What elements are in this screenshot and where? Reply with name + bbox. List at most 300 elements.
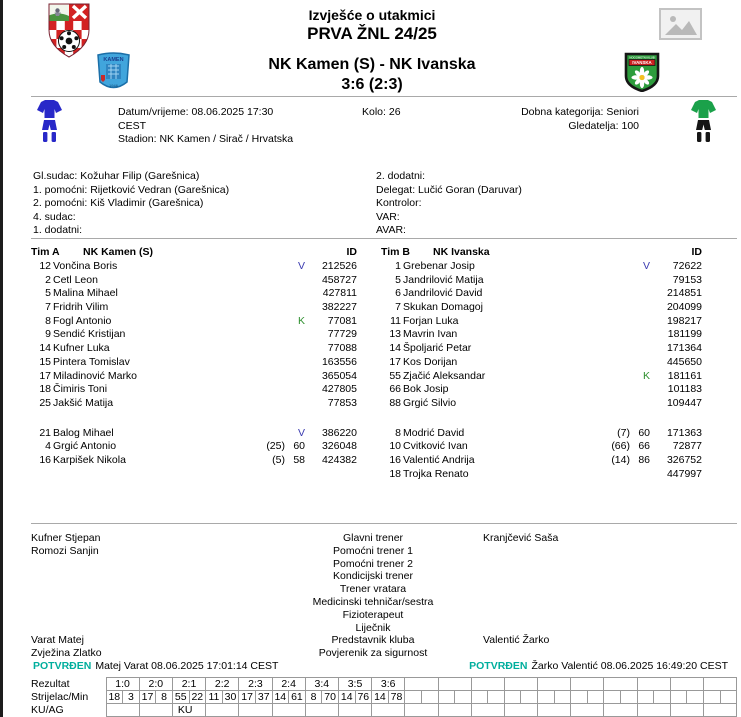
running-score: 3:6 xyxy=(372,678,405,691)
category-attendance-block xyxy=(433,106,639,133)
player-id: 204099 xyxy=(666,301,702,314)
player-name: Grgić Antonio xyxy=(53,440,117,453)
sub-minute xyxy=(630,315,654,329)
sub-minute xyxy=(285,274,309,288)
confirmations-row xyxy=(3,660,741,674)
age-category: Dobna kategorija: Seniori xyxy=(521,106,639,118)
player-id: 445650 xyxy=(666,355,702,368)
scorer-number xyxy=(670,691,687,704)
official-line: 2. pomoćni: Kiš Vladimir (Garešnica) xyxy=(33,197,204,209)
team-a-kit-icon xyxy=(36,99,63,146)
penalty-owngoal-flag xyxy=(438,704,471,717)
player-id: 77853 xyxy=(327,396,357,409)
scorer-number: 8 xyxy=(305,691,322,704)
goal-minute xyxy=(455,691,472,704)
running-score: 2:0 xyxy=(139,678,172,691)
goal-minute xyxy=(421,691,438,704)
player-row xyxy=(31,397,361,411)
officials-right-column xyxy=(376,170,522,238)
player-number: 14 xyxy=(39,342,51,355)
team-b-roster-header xyxy=(381,246,706,260)
penalty-owngoal-flag xyxy=(139,704,172,717)
player-name: Miladinović Marko xyxy=(53,369,138,382)
staff-section xyxy=(3,524,741,660)
player-number: 6 xyxy=(395,287,401,300)
player-name: Malina Mihael xyxy=(53,287,118,300)
staff-name-home xyxy=(31,583,268,596)
player-id: 326752 xyxy=(666,453,702,466)
staff-name-home xyxy=(31,570,268,583)
official-line: 4. sudac: xyxy=(33,210,76,223)
running-score xyxy=(405,678,438,691)
staff-name-away xyxy=(478,647,741,660)
sub-minute xyxy=(630,328,654,342)
team-label: Tim A xyxy=(31,246,60,258)
staff-name-home xyxy=(31,558,268,571)
player-number: 7 xyxy=(45,301,51,314)
confirmation-left-text: Matej Varat 08.06.2025 17:01:14 CEST xyxy=(95,660,279,672)
player-number: 88 xyxy=(389,396,401,409)
scorer-number xyxy=(538,691,555,704)
player-id: 427811 xyxy=(322,287,357,300)
goal-minute xyxy=(720,691,737,704)
player-name: Cetl Leon xyxy=(53,273,98,286)
staff-role: Liječnik xyxy=(355,621,391,634)
player-number: 2 xyxy=(45,273,51,286)
penalty-owngoal-flag xyxy=(504,704,537,717)
sub-minute xyxy=(285,370,309,384)
staff-role: Medicinski tehničar/sestra xyxy=(312,595,434,608)
player-id: 109447 xyxy=(666,396,702,409)
running-score xyxy=(604,678,637,691)
running-score: 2:3 xyxy=(239,678,272,691)
sub-minute xyxy=(630,383,654,397)
player-number: 4 xyxy=(45,440,51,453)
player-number: 12 xyxy=(39,260,51,272)
player-number: 16 xyxy=(39,453,51,466)
running-score xyxy=(471,678,504,691)
player-row xyxy=(381,397,706,411)
player-id: 101183 xyxy=(667,383,702,396)
sub-minute xyxy=(285,397,309,411)
penalty-owngoal-flag xyxy=(106,704,139,717)
nk-ivanska-logo xyxy=(624,52,660,95)
penalty-owngoal-flag xyxy=(604,704,637,717)
staff-role: Glavni trener xyxy=(342,532,404,544)
staff-name-home: Romozi Sanjin xyxy=(31,544,99,557)
official-line: VAR: xyxy=(376,210,400,223)
player-name: Grebenar Josip xyxy=(403,260,475,272)
sub-minute xyxy=(285,383,309,397)
sub-replaced-number xyxy=(251,301,285,315)
staff-row xyxy=(31,647,741,660)
sub-replaced-number xyxy=(251,315,285,329)
team-label: Tim B xyxy=(381,246,410,258)
sub-replaced-number xyxy=(596,356,630,370)
player-row xyxy=(381,342,706,356)
goal-minute xyxy=(488,691,505,704)
goalkeeper-badge: V xyxy=(297,426,305,439)
sub-replaced-number xyxy=(596,260,630,274)
penalty-owngoal-flag xyxy=(405,704,438,717)
penalty-owngoal-flag xyxy=(372,704,405,717)
results-row-label: Rezultat xyxy=(31,678,70,690)
player-number: 13 xyxy=(389,328,401,341)
player-id: 382227 xyxy=(321,301,357,314)
running-score xyxy=(704,678,737,691)
running-score xyxy=(538,678,571,691)
sub-minute xyxy=(630,274,654,288)
running-score xyxy=(571,678,604,691)
confirmation-right xyxy=(469,660,728,674)
player-id: 171363 xyxy=(666,426,702,439)
staff-name-away xyxy=(478,583,741,596)
sub-minute xyxy=(630,287,654,301)
player-id: 79153 xyxy=(672,273,702,286)
player-id: 424382 xyxy=(321,453,357,466)
player-number: 17 xyxy=(39,369,51,382)
match-score: 3:6 (2:3) xyxy=(341,76,403,93)
staff-role: Kondicijski trener xyxy=(333,570,413,583)
staff-row xyxy=(31,583,741,596)
scorer-number xyxy=(571,691,588,704)
scorer-number: 11 xyxy=(206,691,223,704)
player-number: 25 xyxy=(39,396,51,409)
player-name: Zjačić Aleksandar xyxy=(403,369,486,382)
rosters-section xyxy=(3,239,741,523)
player-number: 9 xyxy=(45,328,51,341)
penalty-owngoal-flag xyxy=(272,704,305,717)
player-row xyxy=(31,315,361,329)
player-row xyxy=(31,260,361,274)
svg-text:IVANSKA: IVANSKA xyxy=(632,60,652,66)
player-row xyxy=(381,454,706,468)
player-number: 5 xyxy=(45,287,51,300)
club-name: NK Kamen (S) xyxy=(83,246,154,258)
running-score: 2:1 xyxy=(172,678,205,691)
player-row xyxy=(31,342,361,356)
player-id: 77088 xyxy=(327,342,357,355)
player-row xyxy=(31,440,361,454)
goalkeeper-badge: V xyxy=(642,260,650,272)
sub-minute xyxy=(630,356,654,370)
player-id: 163556 xyxy=(321,355,357,368)
player-id: 212526 xyxy=(321,260,357,272)
goal-minute: 78 xyxy=(388,691,405,704)
sub-replaced-number xyxy=(596,301,630,315)
goal-minute: 70 xyxy=(322,691,339,704)
staff-row xyxy=(31,570,741,583)
player-number: 1 xyxy=(395,260,401,272)
starters-subs-gap xyxy=(31,411,361,427)
player-row xyxy=(381,427,706,441)
sub-replaced-number: (7) xyxy=(617,426,630,439)
player-row xyxy=(381,328,706,342)
running-score: 2:4 xyxy=(272,678,305,691)
goal-minute xyxy=(521,691,538,704)
running-score xyxy=(504,678,537,691)
sub-replaced-number xyxy=(596,397,630,411)
sub-minute: 58 xyxy=(293,453,305,466)
scorer-number xyxy=(438,691,455,704)
player-number: 14 xyxy=(389,342,401,355)
player-name: Balog Mihael xyxy=(53,426,114,439)
player-row xyxy=(381,260,706,274)
sub-replaced-number: (66) xyxy=(611,440,630,453)
player-row xyxy=(381,287,706,301)
staff-row xyxy=(31,634,741,647)
player-row xyxy=(381,440,706,454)
official-line: 2. dodatni: xyxy=(376,170,426,182)
goal-minute xyxy=(554,691,571,704)
player-name: Jandrilović David xyxy=(403,287,483,300)
staff-name-home: Kufner Stjepan xyxy=(31,532,101,544)
player-id: 77729 xyxy=(327,328,357,341)
player-name: Modrić David xyxy=(403,426,465,439)
scorer-number: 55 xyxy=(172,691,189,704)
player-row xyxy=(31,356,361,370)
team-b-kit-icon xyxy=(690,99,717,146)
staff-name-away: Kranjčević Saša xyxy=(483,532,559,544)
officials-section xyxy=(3,167,741,238)
player-number: 55 xyxy=(389,369,401,382)
player-row xyxy=(31,287,361,301)
penalty-owngoal-flag xyxy=(471,704,504,717)
sub-replaced-number xyxy=(596,287,630,301)
staff-role: Predstavnik kluba xyxy=(331,634,415,647)
official-line: 1. pomoćni: Rijetković Vedran (Garešnica) xyxy=(33,183,230,196)
player-row xyxy=(31,274,361,288)
image-placeholder-icon[interactable] xyxy=(659,8,702,43)
player-row xyxy=(381,356,706,370)
sub-replaced-number xyxy=(251,397,285,411)
sub-replaced-number xyxy=(596,370,630,384)
player-id: 326048 xyxy=(321,440,357,453)
player-name: Jandrilović Matija xyxy=(403,273,484,286)
staff-row xyxy=(31,622,741,635)
confirmed-badge: POTVRĐEN xyxy=(469,660,528,672)
player-row xyxy=(31,383,361,397)
staff-name-home: Varat Matej xyxy=(31,634,84,647)
scorer-number xyxy=(405,691,422,704)
scorer-number: 14 xyxy=(372,691,389,704)
player-id: 72622 xyxy=(672,260,702,272)
svg-text:NOGOMETNI KLUB: NOGOMETNI KLUB xyxy=(629,55,655,60)
results-table xyxy=(31,677,737,717)
player-name: Jakšić Matija xyxy=(53,396,114,409)
staff-row xyxy=(31,596,741,609)
player-name: Karpišek Nikola xyxy=(53,453,126,466)
team-b-roster xyxy=(381,246,706,523)
sub-minute xyxy=(285,287,309,301)
player-row xyxy=(381,370,706,384)
sub-replaced-number xyxy=(251,260,285,274)
confirmed-badge: POTVRĐEN xyxy=(33,660,92,672)
player-row xyxy=(31,370,361,384)
officials-left-column xyxy=(33,170,376,238)
goal-minute xyxy=(687,691,704,704)
match-stadium: Stadion: NK Kamen / Sirač / Hrvatska xyxy=(118,133,294,145)
player-number: 18 xyxy=(389,467,401,480)
goal-minute: 3 xyxy=(123,691,140,704)
player-name: Mavrin Ivan xyxy=(403,328,458,341)
sub-replaced-number xyxy=(596,274,630,288)
official-line: Delegat: Lučić Goran (Daruvar) xyxy=(376,183,522,196)
player-name: Kufner Luka xyxy=(53,342,110,355)
staff-row xyxy=(31,609,741,622)
match-timezone: CEST xyxy=(118,119,147,132)
player-name: Čimiris Toni xyxy=(53,383,108,396)
penalty-owngoal-flag xyxy=(538,704,571,717)
sub-replaced-number: (25) xyxy=(266,440,285,453)
svg-text:1946: 1946 xyxy=(109,83,118,88)
sub-replaced-number: (5) xyxy=(272,453,285,466)
player-id: 72877 xyxy=(672,440,702,453)
sub-replaced-number xyxy=(251,328,285,342)
penalty-owngoal-flag xyxy=(670,704,703,717)
scorer-number xyxy=(471,691,488,704)
id-column-label: ID xyxy=(691,246,702,258)
player-name: Skukan Domagoj xyxy=(403,301,483,314)
player-id: 171364 xyxy=(666,342,702,355)
sub-replaced-number xyxy=(251,356,285,370)
player-row xyxy=(381,315,706,329)
running-score: 3:4 xyxy=(305,678,338,691)
competition-title: PRVA ŽNL 24/25 xyxy=(307,24,437,43)
staff-row xyxy=(31,545,741,558)
goal-minute: 76 xyxy=(355,691,372,704)
staff-name-away xyxy=(478,545,741,558)
penalty-owngoal-flag xyxy=(637,704,670,717)
sub-replaced-number: (14) xyxy=(611,453,630,466)
running-score xyxy=(670,678,703,691)
sub-minute: 60 xyxy=(638,426,650,439)
goal-minute xyxy=(654,691,671,704)
staff-role: Pomoćni trener 2 xyxy=(333,557,413,570)
player-name: Fogl Antonio xyxy=(53,314,112,327)
penalty-owngoal-flag xyxy=(338,704,371,717)
scorer-number xyxy=(604,691,621,704)
player-name: Valentić Andrija xyxy=(403,453,475,466)
sub-replaced-number xyxy=(596,328,630,342)
match-round: Kolo: 26 xyxy=(362,106,401,118)
player-number: 21 xyxy=(39,426,51,439)
goal-timeline-section xyxy=(31,677,741,717)
running-score xyxy=(637,678,670,691)
player-name: Vončina Boris xyxy=(53,260,118,272)
sub-replaced-number xyxy=(251,342,285,356)
staff-row xyxy=(31,558,741,571)
penalty-owngoal-flag xyxy=(239,704,272,717)
sub-minute xyxy=(285,328,309,342)
player-number: 66 xyxy=(389,383,401,396)
staff-name-away: Valentić Žarko xyxy=(483,634,550,647)
player-row xyxy=(381,274,706,288)
staff-name-home xyxy=(31,596,268,609)
official-line: Gl.sudac: Kožuhar Filip (Garešnica) xyxy=(33,170,200,182)
player-name: Trojka Renato xyxy=(403,467,469,480)
player-number: 10 xyxy=(389,440,401,453)
sub-replaced-number xyxy=(596,342,630,356)
sub-replaced-number xyxy=(251,370,285,384)
sub-minute xyxy=(285,342,309,356)
confirmation-left xyxy=(33,660,278,674)
player-row xyxy=(31,427,361,441)
staff-name-away xyxy=(478,609,741,622)
sub-minute xyxy=(630,397,654,411)
confirmation-right-text: Žarko Valentić 08.06.2025 16:49:20 CEST xyxy=(531,660,728,672)
staff-name-home: Zvježina Zlatko xyxy=(31,647,102,660)
player-name: Kos Dorijan xyxy=(403,355,458,368)
sub-minute xyxy=(630,342,654,356)
player-number: 5 xyxy=(395,273,401,286)
official-line: AVAR: xyxy=(376,224,406,236)
player-number: 8 xyxy=(395,426,401,439)
player-id: 198217 xyxy=(666,314,702,327)
sub-replaced-number xyxy=(251,383,285,397)
scorer-number: 14 xyxy=(272,691,289,704)
running-score xyxy=(438,678,471,691)
sub-minute xyxy=(285,356,309,370)
scorer-number: 14 xyxy=(338,691,355,704)
player-id: 386220 xyxy=(321,426,357,439)
starters-subs-gap xyxy=(381,411,706,427)
running-score: 3:5 xyxy=(338,678,371,691)
player-number: 11 xyxy=(390,314,401,327)
goalkeeper-badge: V xyxy=(297,260,305,272)
match-datetime: Datum/vrijeme: 08.06.2025 17:30 xyxy=(118,106,274,118)
official-line: 1. dodatni: xyxy=(33,224,83,236)
staff-name-away xyxy=(478,622,741,635)
attendance: Gledatelja: 100 xyxy=(568,119,639,132)
player-row xyxy=(381,383,706,397)
sub-minute: 86 xyxy=(638,453,650,466)
staff-role: Trener vratara xyxy=(339,583,407,596)
player-row xyxy=(31,328,361,342)
player-name: Sendić Kristijan xyxy=(53,328,126,341)
scorer-number xyxy=(637,691,654,704)
player-name: Bok Josip xyxy=(403,383,449,396)
player-number: 17 xyxy=(389,355,401,368)
sub-minute xyxy=(630,468,654,482)
player-id: 77081 xyxy=(327,314,357,327)
staff-name-away xyxy=(478,558,741,571)
sub-replaced-number xyxy=(251,274,285,288)
player-name: Pintera Tomislav xyxy=(53,355,130,368)
sub-replaced-number xyxy=(251,427,285,441)
player-id: 427805 xyxy=(321,383,357,396)
player-row xyxy=(31,454,361,468)
player-id: 181199 xyxy=(667,328,702,341)
sub-replaced-number xyxy=(596,315,630,329)
goal-minute: 8 xyxy=(156,691,173,704)
staff-role: Povjerenik za sigurnost xyxy=(318,647,428,660)
player-number: 7 xyxy=(395,301,401,314)
scorer-number: 17 xyxy=(139,691,156,704)
player-number: 16 xyxy=(389,453,401,466)
captain-badge: K xyxy=(297,314,305,327)
player-name: Špoljarić Petar xyxy=(403,342,472,355)
scorer-number xyxy=(704,691,721,704)
club-name: NK Ivanska xyxy=(433,246,490,258)
scorer-number xyxy=(504,691,521,704)
sub-replaced-number xyxy=(251,287,285,301)
penalty-owngoal-flag xyxy=(571,704,604,717)
player-number: 8 xyxy=(45,314,51,327)
sub-replaced-number xyxy=(596,468,630,482)
goal-minute: 22 xyxy=(189,691,206,704)
staff-name-away xyxy=(478,596,741,609)
